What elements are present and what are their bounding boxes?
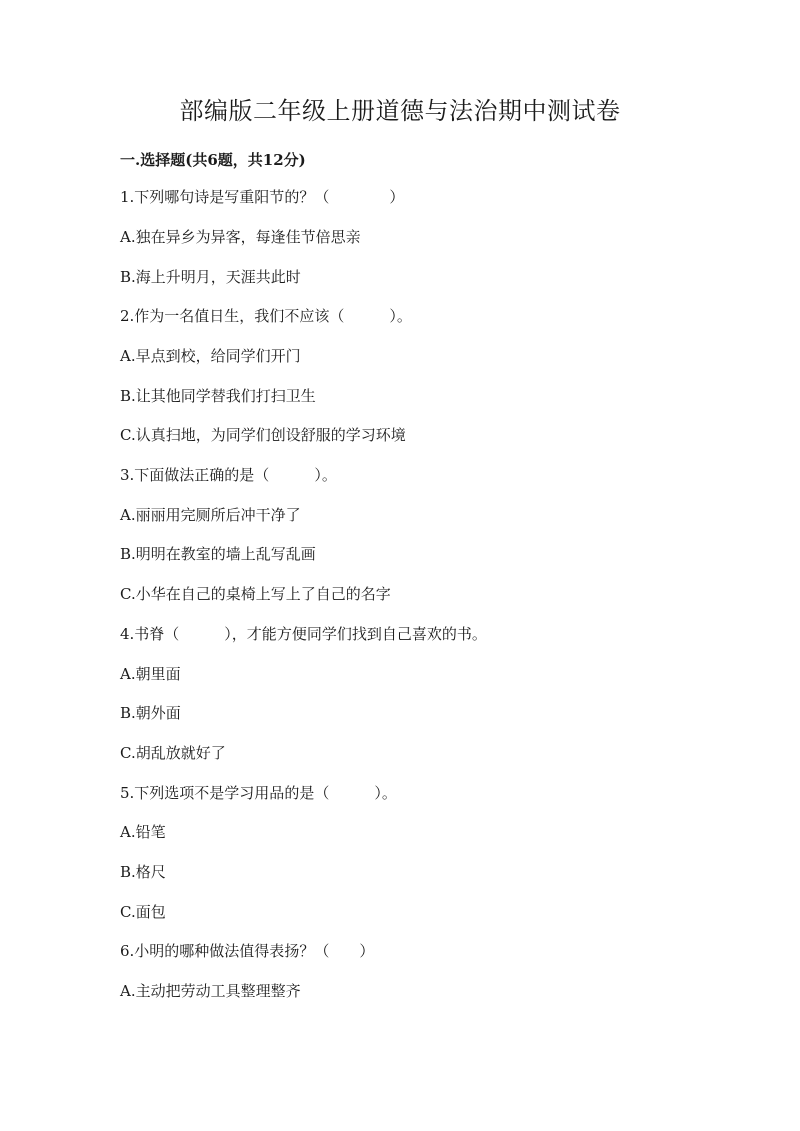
question-2-option-c: C.认真扫地，为同学们创设舒服的学习环境 — [120, 426, 406, 444]
question-4-option-a: A.朝里面 — [120, 665, 181, 683]
question-5-stem: 5.下列选项不是学习用品的是（ ）。 — [120, 784, 397, 802]
question-6-stem: 6.小明的哪种做法值得表扬？（ ） — [120, 942, 375, 960]
section-heading: 一.选择题(共6题，共12分) — [120, 151, 306, 169]
question-1-option-a: A.独在异乡为异客，每逢佳节倍思亲 — [120, 228, 361, 246]
question-1-option-b: B.海上升明月，天涯共此时 — [120, 268, 301, 286]
question-5-option-a: A.铅笔 — [120, 823, 166, 841]
question-2-stem: 2.作为一名值日生，我们不应该（ ）。 — [120, 307, 412, 325]
question-4-option-c: C.胡乱放就好了 — [120, 744, 226, 762]
question-3-option-a: A.丽丽用完厕所后冲干净了 — [120, 506, 301, 524]
question-1-stem: 1.下列哪句诗是写重阳节的？（ ） — [120, 188, 405, 206]
question-2-option-b: B.让其他同学替我们打扫卫生 — [120, 387, 316, 405]
question-3-option-c: C.小华在自己的桌椅上写上了自己的名字 — [120, 585, 391, 603]
question-5-option-b: B.格尺 — [120, 863, 166, 881]
question-5-option-c: C.面包 — [120, 903, 166, 921]
page-title: 部编版二年级上册道德与法治期中测试卷 — [179, 97, 621, 125]
question-2-option-a: A.早点到校，给同学们开门 — [120, 347, 301, 365]
question-4-option-b: B.朝外面 — [120, 704, 181, 722]
question-4-stem: 4.书脊（ ），才能方便同学们找到自己喜欢的书。 — [120, 625, 487, 643]
question-6-option-a: A.主动把劳动工具整理整齐 — [120, 982, 301, 1000]
question-3-option-b: B.明明在教室的墙上乱写乱画 — [120, 545, 316, 563]
question-3-stem: 3.下面做法正确的是（ ）。 — [120, 466, 337, 484]
